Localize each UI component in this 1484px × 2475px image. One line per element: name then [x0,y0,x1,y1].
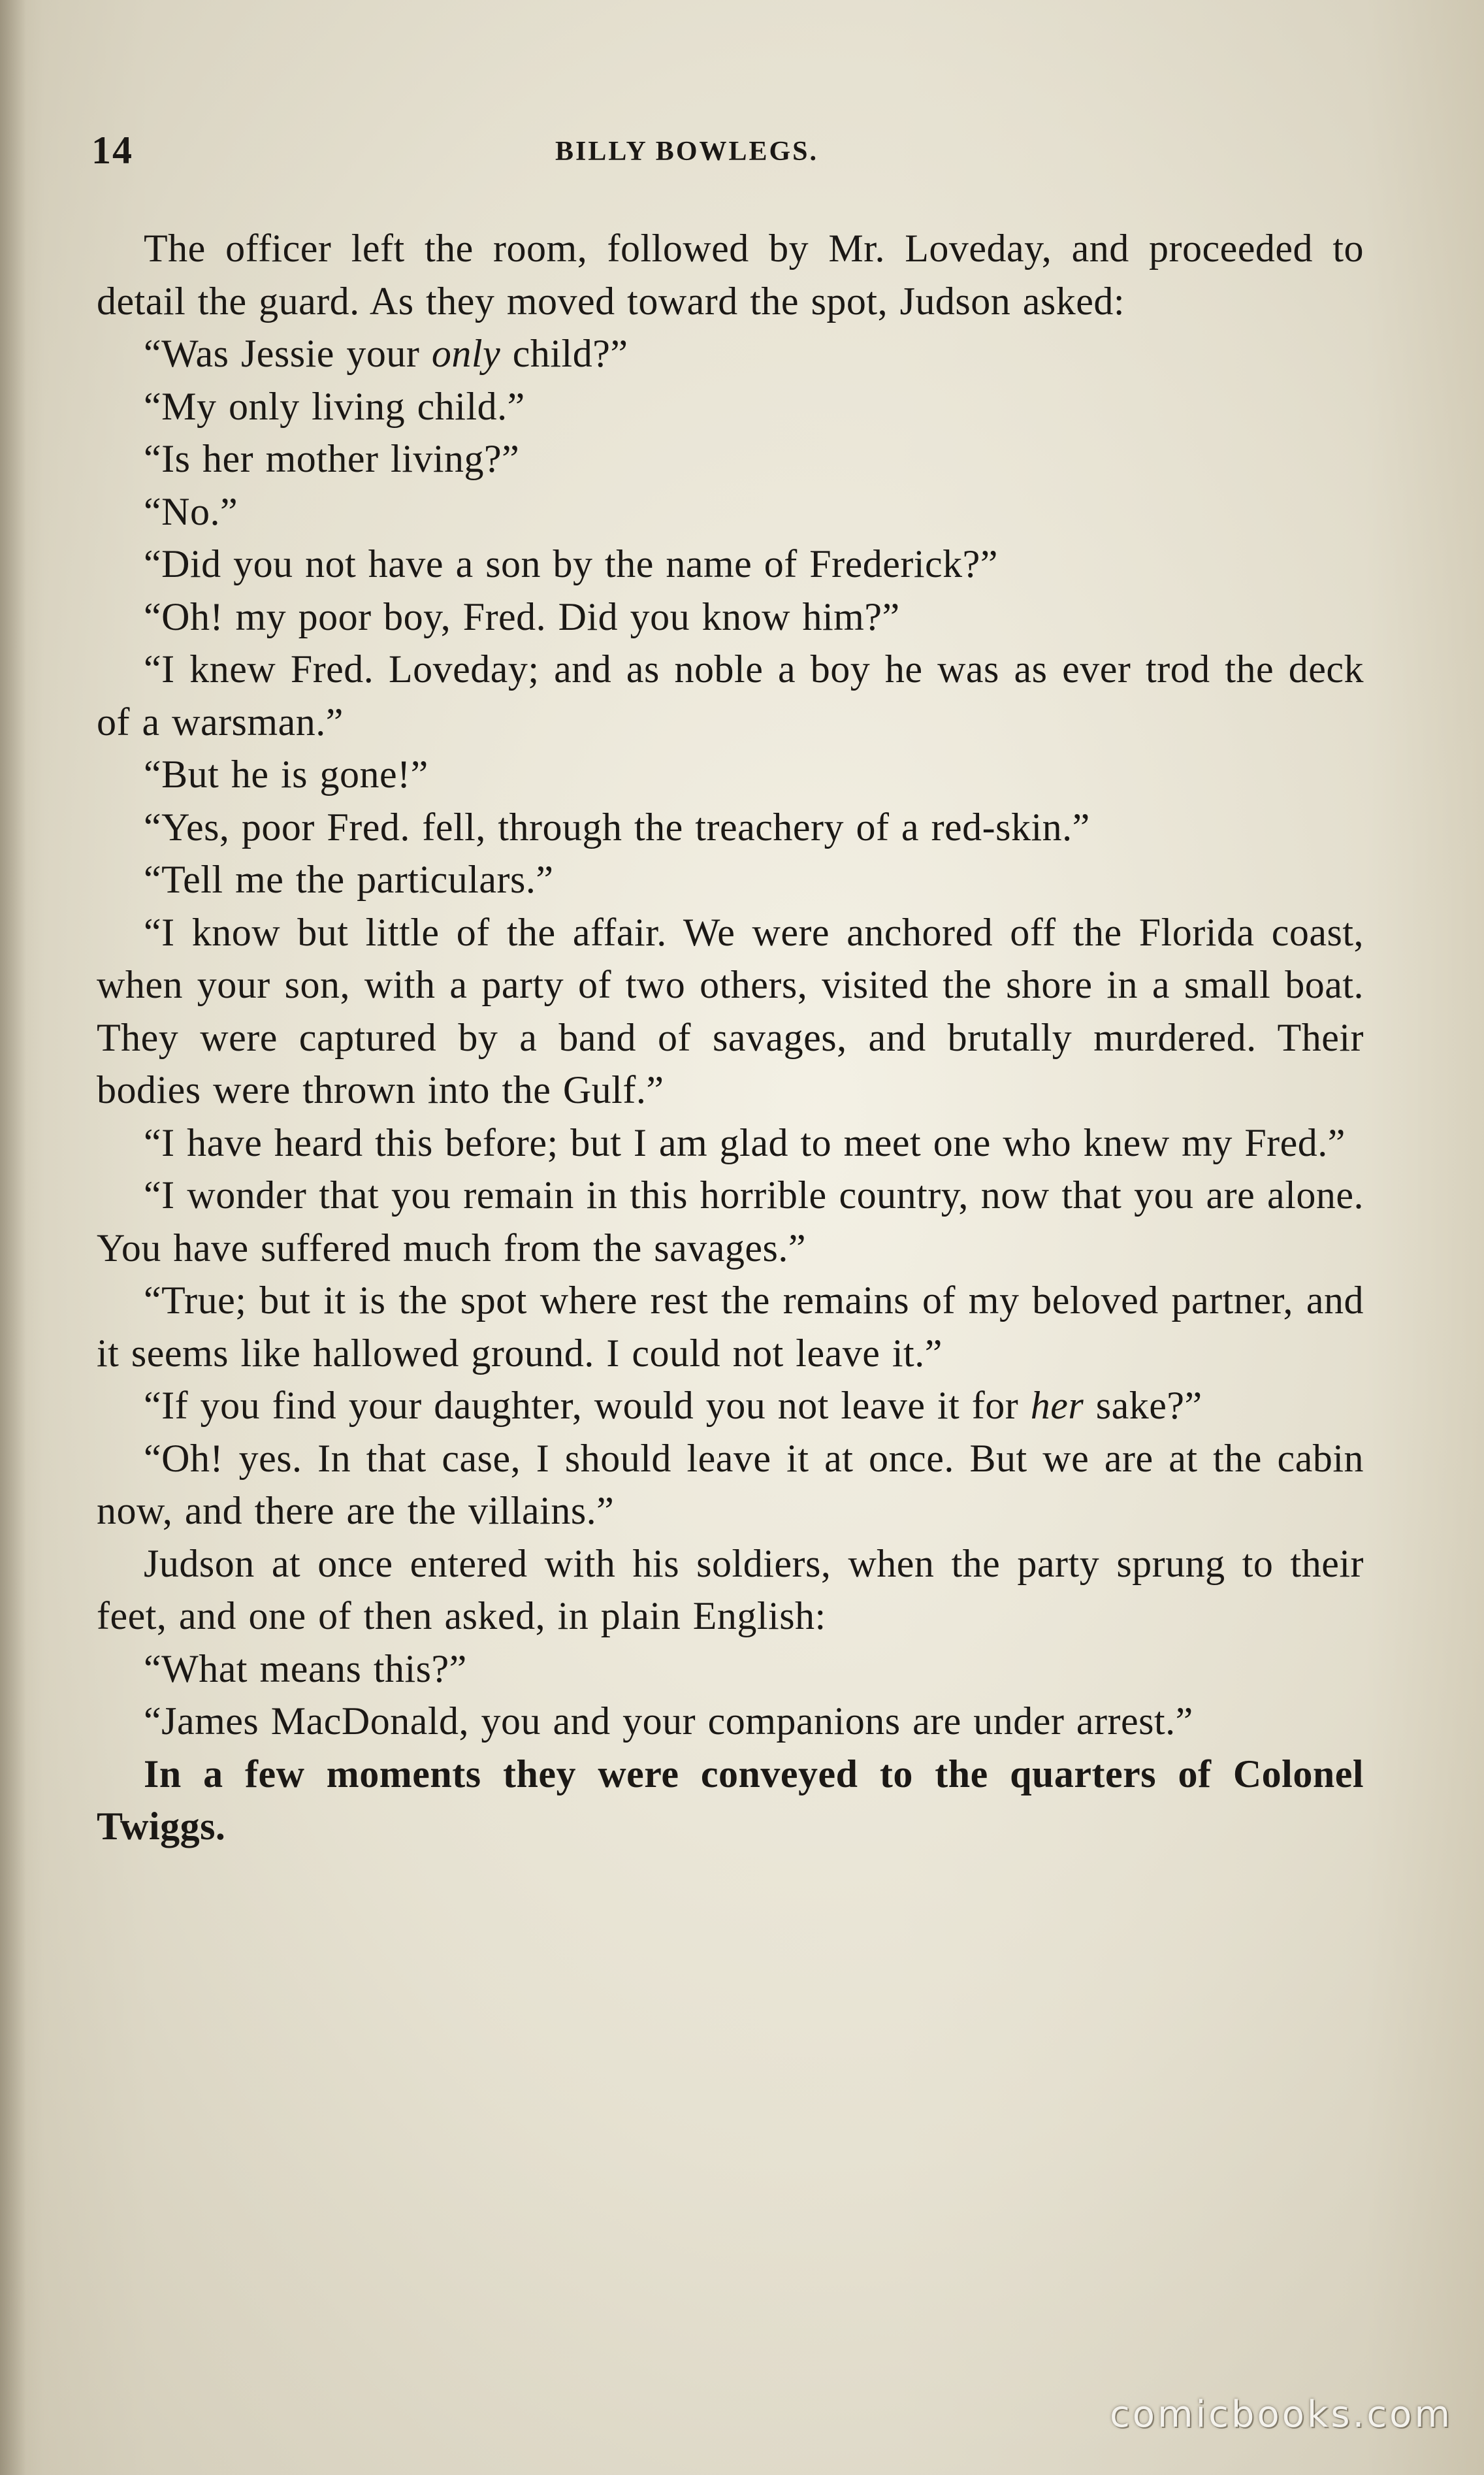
paragraph: “Was Jessie your only child?” [144,332,628,375]
paragraph: “Oh! my poor boy, Fred. Did you know him?” [144,595,900,638]
paragraph: “No.” [144,489,238,533]
paragraph: “I wonder that you remain in this horrible country, now that you are alone. You have suffered much from the savages.” [97,1173,1364,1270]
paragraph: “Tell me the particulars.” [144,858,554,901]
paragraph: “Oh! yes. In that case, I should leave it at once. But we are at the cabin now, and there are the villains.” [97,1436,1364,1532]
paragraph: “I know but little of the affair. We were anchored off the Florida coast, when your son, with a party of two others, visited the shore in a small boat. They were captured by a band of savages, and brutally murdered. Their bodies were thrown into the Gulf.” [97,910,1364,1111]
book-title: BILLY BOWLEGS. [555,137,819,167]
paragraph: “What means this?” [144,1647,467,1690]
gutter-shadow [0,0,26,2475]
paragraph: Judson at once entered with his soldiers, when the party sprung to their feet, and one of then asked, in plain English: [97,1541,1364,1637]
paragraph: “Did you not have a son by the name of Frederick?” [144,542,998,585]
paragraph: “Is her mother living?” [144,437,520,480]
paragraph: The officer left the room, followed by Mr. Loveday, and proceeded to detail the guard. As they moved toward the spot, Judson asked: [97,227,1364,323]
paragraph: “Yes, poor Fred. fell, through the treachery of a red-skin.” [144,805,1090,849]
paragraph: “James MacDonald, you and your companions are under arrest.” [144,1699,1193,1743]
running-head [91,128,1372,180]
paragraph: In a few moments they were conveyed to the quarters of Colonel Twiggs. [97,1752,1364,1848]
emphasis: her [1030,1384,1084,1427]
paragraph: “My only living child.” [144,384,525,428]
paragraph: “But he is gone!” [144,753,428,796]
page-number: 14 [91,129,133,172]
paragraph: “True; but it is the spot where rest the remains of my beloved partner, and it seems like hallowed ground. I could not leave it.” [97,1279,1364,1375]
watermark: comicbooks.com [1109,2393,1453,2436]
paragraph: “I have heard this before; but I am glad to meet one who knew my Fred.” [144,1121,1346,1164]
paragraph: “If you find your daughter, would you not leave it for her sake?” [144,1384,1202,1427]
body-text [97,222,1364,1853]
emphasis: only [431,332,501,375]
paragraph: “I knew Fred. Loveday; and as noble a boy he was as ever trod the deck of a warsman.” [97,647,1364,744]
